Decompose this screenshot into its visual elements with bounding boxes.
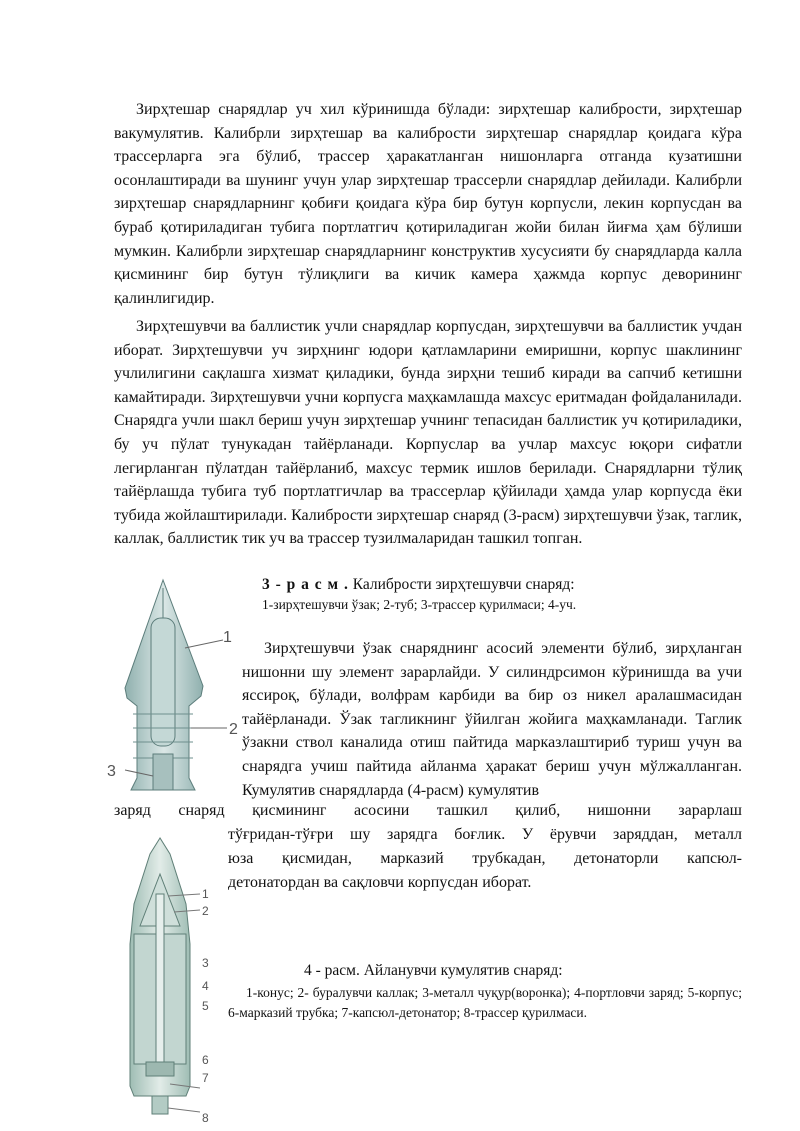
figure3-title <box>262 576 575 594</box>
figure4-projectile-drawing <box>112 834 222 1130</box>
text-line-3: тўғридан-тўғри шу зарядга боғлик. У ёрувчи заряддан, металл <box>228 826 742 843</box>
figure3-label-3: 3 <box>107 763 116 780</box>
figure3-label-1: 1 <box>223 629 232 646</box>
figure4-label-1: 1 <box>202 887 209 901</box>
figure3-legend: 1-зирҳтешувчи ўзак; 2-туб; 3-трассер қурилмаси; 4-уч. <box>262 597 577 612</box>
text-line-4: юза қисмидан, марказий трубкадан, детонаторли капсюл- <box>228 850 742 867</box>
figure4-label-4: 4 <box>202 979 209 993</box>
figure3-title-rest: Калибрости зирҳтешувчи снаряд: <box>348 576 575 593</box>
text-line-5: детонатордан ва сақловчи корпусдан иборат. <box>228 874 532 891</box>
figure4-label-8: 8 <box>202 1111 209 1125</box>
paragraph-ballistic-cap: Зирҳтешувчи ва баллистик учли снарядлар корпусдан, зирҳтешувчи ва баллистик учдан иборат. Зирҳтешувчи уч зирҳнинг юдори қатламларини емиришни, корпус шаклининг учлилигини сақлашга хизмат қиладики, бунда зирҳни тешиб киради ва сапчиб кетишни камайтиради. Зирҳтешувчи учни корпусга маҳкамлашда махсус еритмадан фойдаланилади. Снарядга учли шакл бериш учун зирҳтешар учнинг тепасидан баллистик уч қотириладики, бу уч пўлат тунукадан тайёрланади. Корпуслар ва учлар махсус юқори сифатли легирланган пўлатдан тайёрланиб, махсус термик ишлов берилади. Снарядларни тўлиқ тайёрлашда тубига туб портлатгичлар ва трассерлар қўйилади ҳамда улар корпусда ёки тубида жойлаштирилади. Калибрости зирҳтешар снаряд (3-расм) зирҳтешувчи ўзак, таглик, каллак, баллистик тик уч ва трассер тузилмаларидан ташкил топган. <box>114 318 742 548</box>
figure4-label-5: 5 <box>202 999 209 1013</box>
figure3-projectile-drawing <box>105 578 245 808</box>
figure3-label-2: 2 <box>229 721 238 738</box>
figure3-title-bold: 3 - р а с м . <box>262 576 349 593</box>
figure4-label-7: 7 <box>202 1071 209 1085</box>
figure4-label-2: 2 <box>202 904 209 918</box>
figure4-legend: 1-конус; 2- буралувчи каллак; 3-металл чуқур(воронка); 4-портловчи заряд; 5-корпус; 6-марказий трубка; 7-капсюл-детонатор; 8-трассер қурилмаси. <box>228 985 742 1020</box>
paragraph-core-description: Зирҳтешувчи ўзак снаряднинг асосий элементи бўлиб, зирҳланган нишонни шу элемент зарарлайди. У силиндрсимон кўринишда ва учи яссироқ, бўлади, волфрам карбиди ва бир оз никел аралашмасидан тайёрланади. Ўзак тагликнинг ўйилган жойига маҳкамланади. Таглик ўзакни ствол каналида отиш пайтида марказлаштириб туриш учун ва снарядга учиш пайтида айланма ҳаракат бериш учун мўлжалланган. Кумулятив снарядларда (4-расм) кумулятив <box>242 640 742 799</box>
figure4-title: 4 - расм. Айланувчи кумулятив снаряд: <box>304 962 563 979</box>
text-line-2: заряд снаряд қисмининг асосини ташкил қилиб, нишонни зарарлаш <box>114 802 742 819</box>
paragraph-armor-piercing-types: Зирҳтешар снарядлар уч хил кўринишда бўлади: зирҳтешар калибрости, зирҳтешар вакумулятив. Калибрли зирҳтешар ва калибрости зирҳтешар снарядлар қоидага кўра трассерларга эга бўлиб, трассер ҳаракатланган нишонларга отганда кузатишни осонлаштиради ва шунинг учун улар зирҳтешар трассерли снарядлар дейилади. Калибрли зирҳтешар снарядларнинг қобиғи қоидага кўра бир бутун корпусли, лекин корпусдан ва бураб қотириладиган тубига портлатгич қотириладиган жойи билан йиғма ҳам бўлиши мумкин. Калибрли зирҳтешар снарядларнинг конструктив хусусияти бу снарядларда калла қисмининг бир бутун тўлиқлиги ва кичик камера ҳажмда корпус деворининг қалинлигидир. <box>114 101 742 307</box>
figure4-label-3: 3 <box>202 956 209 970</box>
figure4-label-6: 6 <box>202 1053 209 1067</box>
